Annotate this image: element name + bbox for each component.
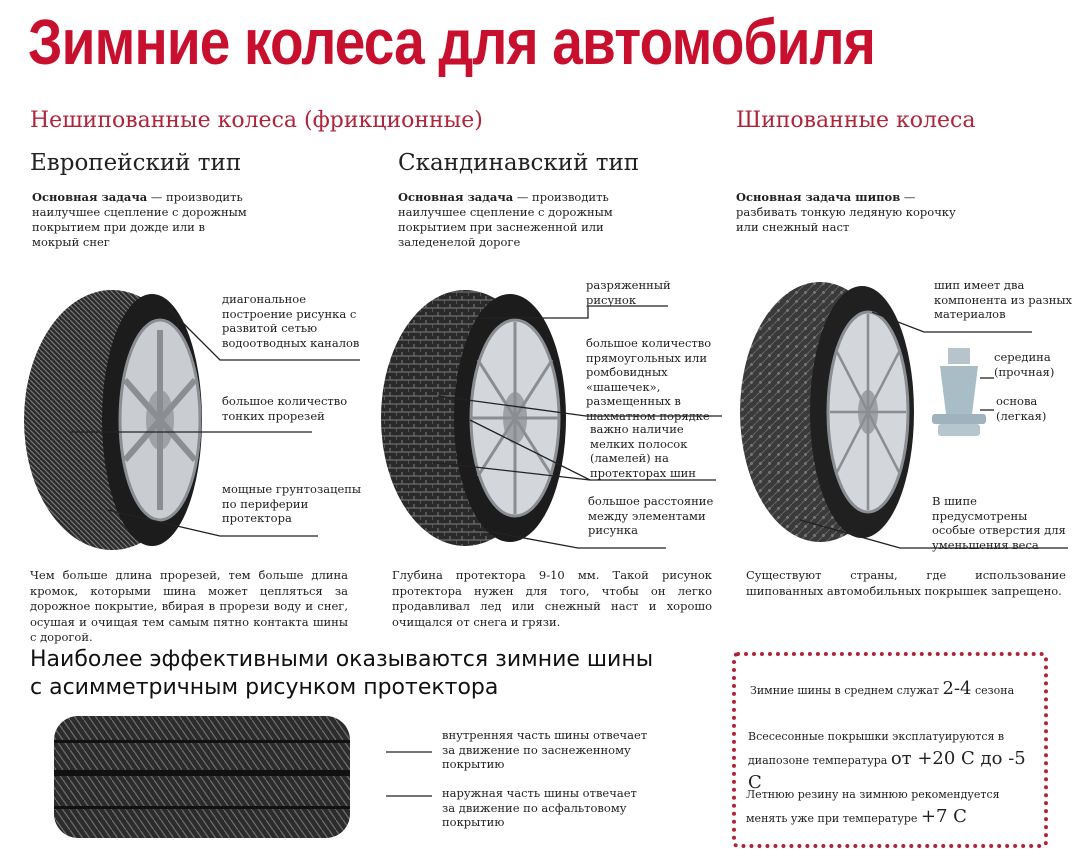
stud-core-label: середина (прочная) [994, 350, 1055, 379]
fact-lifetime [750, 678, 1014, 699]
scandinavian-task-text: — производить наилучшее сцепление с дорожным покрытием при заснеженной или заледенелой дороге [398, 190, 613, 249]
fact-lifetime-text: Зимние шины в среднем служат [750, 684, 943, 697]
scandinavian-description: Глубина протектора 9-10 мм. Такой рисунок протектора нужен для того, чтобы он легко продавливал лед или снежный наст и хорошо очищался от снега и грязи. [392, 568, 712, 629]
scandinavian-task [398, 190, 620, 250]
fact-change-text: Летнюю резину на зимнюю рекомендуется менять уже при температуре [746, 788, 1000, 825]
fact-lifetime-end: сезона [971, 684, 1015, 697]
asymmetric-tire-image [54, 716, 350, 838]
studded-annotation-components: шип имеет два компонента из разных материалов [934, 278, 1073, 321]
asymmetric-inner-label: внутренняя часть шины отвечает за движение по заснеженному покрытию [442, 728, 648, 771]
stud-base-label: основа (легкая) [996, 394, 1047, 423]
asymmetric-outer-label: наружная часть шины отвечает за движение по асфальтовому покрытию [442, 786, 637, 829]
european-annotation-sipes: большое количество тонких прорезей [222, 394, 348, 423]
studded-annotation-holes: В шипе предусмотрены особые отверстия для уменьшения веса [932, 494, 1066, 552]
european-annotation-channels: диагональное построение рисунка с развитой сетью водоотводных каналов [222, 292, 360, 350]
page-title: Зимние колеса для автомобиля [28, 6, 875, 78]
stud-image [932, 348, 986, 436]
fact-allseason-value: от +20 С до -5 С [748, 748, 1026, 793]
scandinavian-annotation-blocks: большое количество прямоугольных или ромбовидных «шашечек», размещенных в шахматном порядке [586, 336, 712, 423]
fact-change [746, 784, 1036, 830]
studded-description: Существуют страны, где использование шипованных автомобильных покрышек запрещено. [746, 568, 1066, 598]
section-non-studded: Нешипованные колеса (фрикционные) [30, 108, 483, 133]
asymmetric-heading: Наиболее эффективными оказываются зимние шины с асимметричным рисунком протектора [30, 647, 654, 700]
scandinavian-annotation-spacing: большое расстояние между элементами рисунка [588, 494, 714, 537]
fact-change-value: +7 С [920, 806, 967, 827]
section-studded: Шипованные колеса [736, 108, 976, 133]
european-task-text: — производить наилучшее сцепление с дорожным покрытием при дожде или в мокрый снег [32, 190, 247, 249]
studded-task [736, 190, 956, 235]
scandinavian-type-heading: Скандинавский тип [398, 150, 640, 176]
fact-allseason-text: Всесесонные покрышки эксплатуируются в диапозоне температура [748, 730, 1005, 767]
fact-lifetime-value: 2-4 [942, 678, 972, 699]
studded-tire-image [740, 282, 914, 542]
studded-task-text: — разбивать тонкую ледяную корочку или снежный наст [736, 190, 956, 234]
scandinavian-annotation-sparse: разряженный рисунок [586, 278, 671, 307]
european-task-bold: Основная задача [32, 190, 148, 204]
scandinavian-annotation-lamellae: важно наличие мелких полосок (ламелей) на протекторах шин [590, 422, 696, 480]
european-annotation-lugs: мощные грунтозацепы по периферии протектора [222, 482, 362, 525]
european-type-heading: Европейский тип [30, 150, 242, 176]
studded-task-bold: Основная задача шипов [736, 190, 901, 204]
scandinavian-task-bold: Основная задача [398, 190, 514, 204]
european-task [32, 190, 254, 250]
scandinavian-tire-image [381, 290, 566, 546]
european-description: Чем больше длина прорезей, тем больше длина кромок, которыми шина может цепляться за дорожное покрытие, вбирая в прорези воду и снег, осушая и очищая тем самым пятно контакта шины с дорогой. [30, 568, 348, 644]
